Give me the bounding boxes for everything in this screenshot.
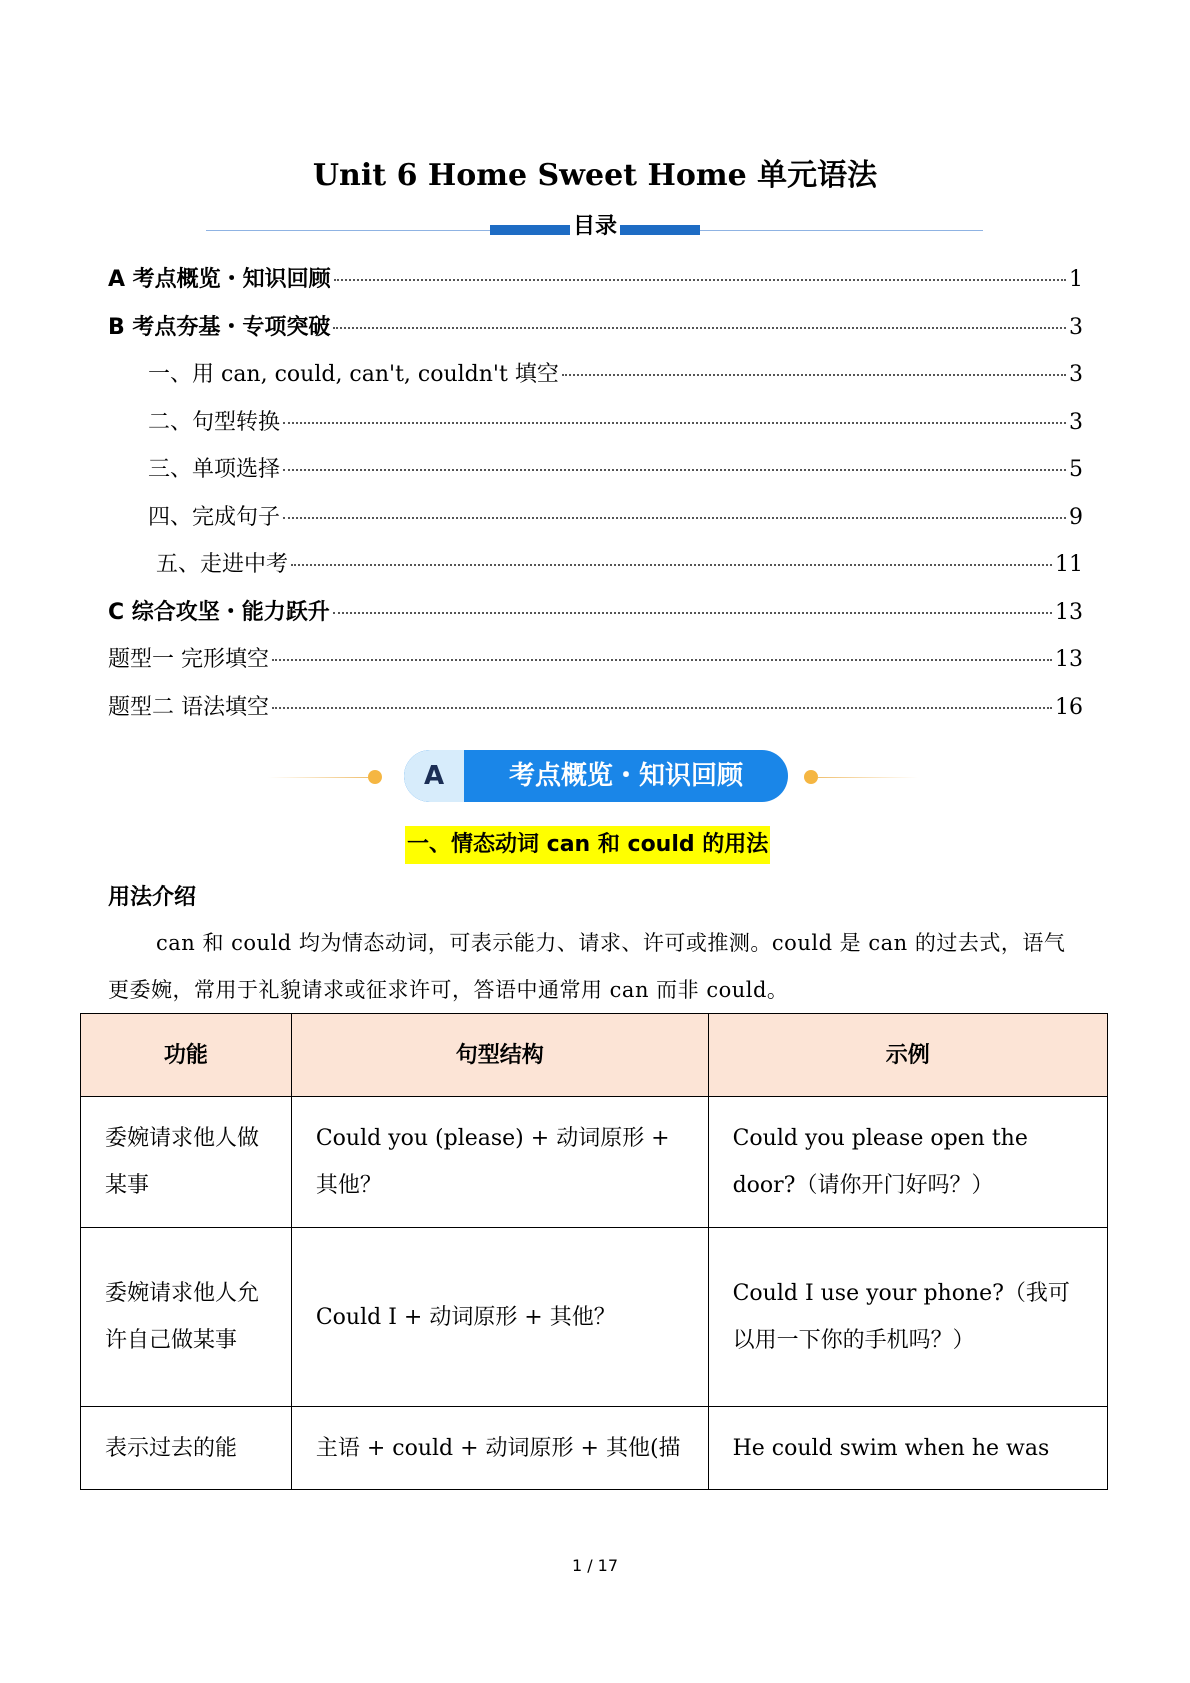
table-cell-structure: Could you (please) + 动词原形 + 其他？ [291, 1097, 708, 1228]
banner-text: 考点概览・知识回顾 [508, 761, 743, 791]
sub-heading: 用法介绍 [108, 885, 197, 910]
table-cell-example: Could you please open the door?（请你开门好吗？） [708, 1097, 1107, 1228]
toc-entry-text: 三、单项选择 [148, 457, 281, 482]
toc-leader-dots [291, 564, 1052, 566]
toc-entry-text: 一、用 can, could, can't, couldn't 填空 [148, 362, 559, 387]
intro-paragraph: can 和 could 均为情态动词，可表示能力、请求、许可或推测。could 是 can 的过去式，语气更委婉，常用于礼貌请求或征求许可，答语中通常用 can 而非 could。 [108, 931, 1066, 1002]
toc-entry[interactable] [108, 500, 1083, 530]
toc-entry-text: A 考点概览・知识回顾 [108, 267, 331, 292]
banner-dot-right [804, 770, 818, 784]
table-cell-function: 委婉请求他人允许自己做某事 [81, 1228, 292, 1407]
toc-leader-dots [283, 422, 1066, 424]
banner-letter: A [404, 750, 464, 802]
toc-entry-text: 四、完成句子 [148, 504, 281, 530]
toc-page-number: 1 [1069, 267, 1083, 292]
toc-entry-text: 五、走进中考 [156, 552, 289, 577]
table-cell-function: 委婉请求他人做某事 [81, 1097, 292, 1228]
toc-leader-dots [334, 279, 1066, 281]
toc-entry[interactable] [108, 310, 1083, 340]
toc-page-number: 11 [1055, 552, 1083, 577]
toc-entry[interactable] [108, 357, 1083, 387]
toc-leader-dots [272, 707, 1052, 709]
banner-line-right [818, 777, 918, 778]
document-title: Unit 6 Home Sweet Home 单元语法 [312, 158, 878, 193]
toc-page-number: 13 [1055, 599, 1083, 625]
table-row [81, 1097, 1108, 1228]
toc-page-number: 3 [1069, 314, 1083, 340]
toc-entry-text: 题型二 语法填空 [108, 694, 269, 720]
table-header-cell: 功能 [81, 1014, 292, 1097]
toc-page-number: 5 [1069, 457, 1083, 482]
table-header-cell: 句型结构 [291, 1014, 708, 1097]
toc-leader-dots [283, 517, 1066, 519]
page-number: 1 / 17 [571, 1556, 619, 1575]
table-cell-example: He could swim when he was [708, 1407, 1107, 1490]
toc-header-bar-left [490, 225, 570, 235]
toc-entry-text: B 考点夯基・专项突破 [108, 314, 331, 340]
toc-entry[interactable] [108, 547, 1083, 577]
toc-page-number: 16 [1055, 694, 1083, 720]
table-header-row [81, 1014, 1108, 1097]
banner-dot-left [368, 770, 382, 784]
toc-entry[interactable] [108, 642, 1083, 672]
toc-page-number: 13 [1055, 647, 1083, 672]
toc-entry[interactable] [108, 595, 1083, 625]
banner-pill [404, 750, 788, 802]
toc-leader-dots [283, 469, 1066, 471]
toc-leader-dots [333, 327, 1066, 329]
toc-entry[interactable] [108, 452, 1083, 482]
toc-page-number: 3 [1069, 362, 1083, 387]
toc-entry-text: C 综合攻坚・能力跃升 [108, 599, 330, 625]
toc-leader-dots [562, 374, 1066, 376]
toc-entry[interactable] [108, 405, 1083, 435]
toc-header-bar-right [620, 225, 700, 235]
toc-page-number: 9 [1069, 504, 1083, 530]
toc-entry[interactable] [108, 262, 1083, 292]
toc-leader-dots [333, 612, 1052, 614]
toc-entry[interactable] [108, 690, 1083, 720]
table-row [81, 1228, 1108, 1407]
table-cell-example: Could I use your phone?（我可以用一下你的手机吗？） [708, 1228, 1107, 1407]
table-cell-function: 表示过去的能 [81, 1407, 292, 1490]
toc-entry-text: 二、句型转换 [148, 409, 281, 435]
toc-header [206, 214, 983, 239]
table-header-cell: 示例 [708, 1014, 1107, 1097]
toc-entry-text: 题型一 完形填空 [108, 647, 269, 672]
toc-page-number: 3 [1069, 409, 1083, 435]
section-title: 一、情态动词 can 和 could 的用法 [405, 826, 770, 864]
toc-leader-dots [272, 659, 1052, 661]
banner-line-left [268, 777, 368, 778]
table-row [81, 1407, 1108, 1490]
usage-table [80, 1013, 1108, 1490]
section-banner [268, 748, 922, 806]
table-cell-structure: 主语 + could + 动词原形 + 其他(描 [291, 1407, 708, 1490]
toc-label: 目录 [570, 216, 620, 238]
table-cell-structure: Could I + 动词原形 + 其他？ [291, 1228, 708, 1407]
